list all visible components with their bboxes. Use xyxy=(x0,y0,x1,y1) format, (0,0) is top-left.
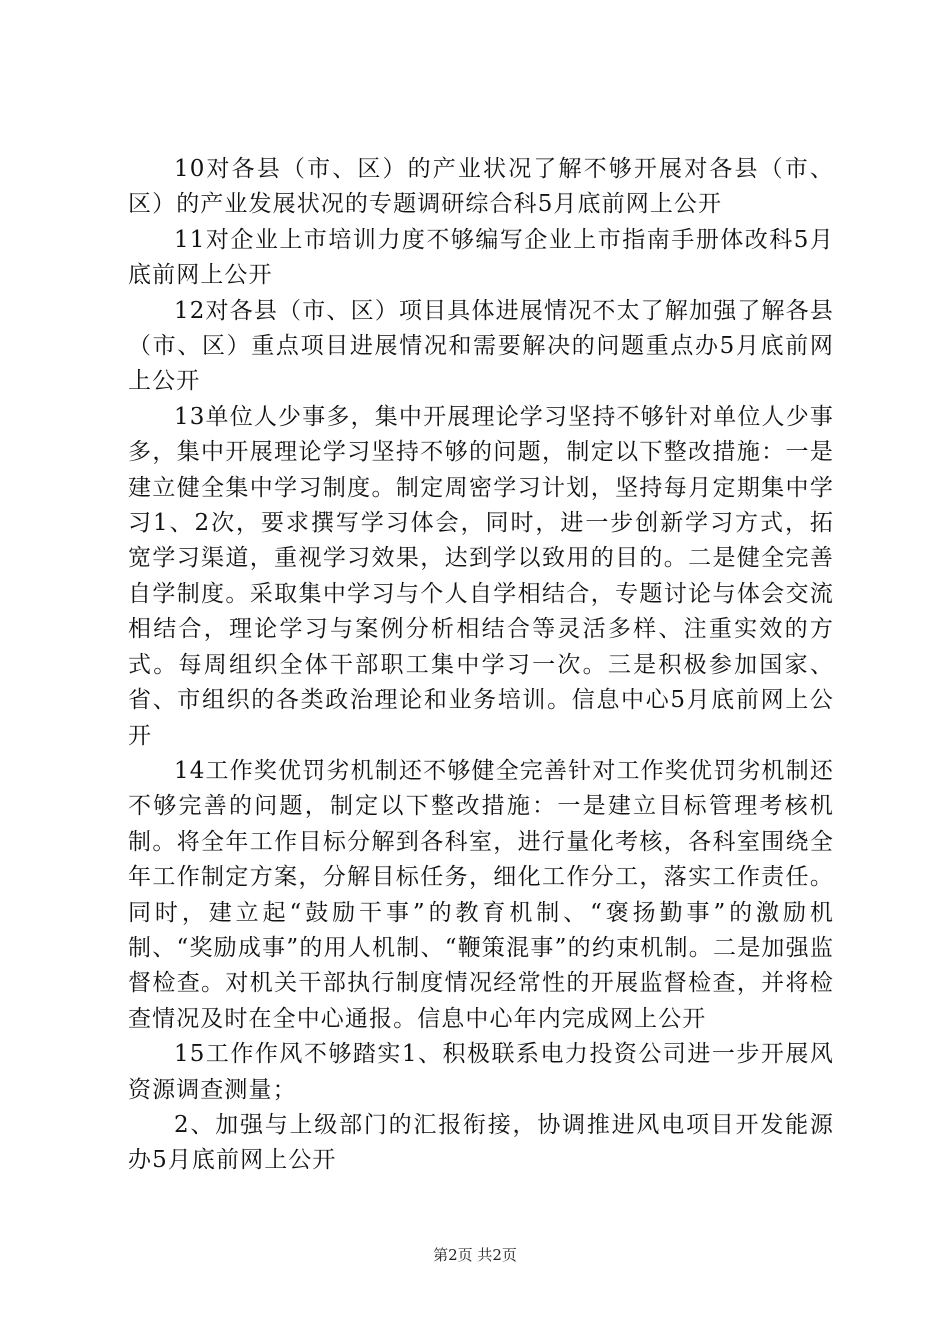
paragraph-13: 13单位人少事多，集中开展理论学习坚持不够针对单位人少事多，集中开展理论学习坚持不够的问题，制定以下整改措施：一是建立健全集中学习制度。制定周密学习计划，坚持每月定期集中学习1、2次，要求撰写学习体会，同时，进一步创新学习方式，拓宽学习渠道，重视学习效果，达到学以致用的目的。二是健全完善自学制度。采取集中学习与个人自学相结合，专题讨论与体会交流相结合，理论学习与案例分析相结合等灵活多样、注重实效的方式。每周组织全体干部职工集中学习一次。三是积极参加国家、省、市组织的各类政治理论和业务培训。信息中心5月底前网上公开 xyxy=(128,403,834,749)
paragraph-14: 14工作奖优罚劣机制还不够健全完善针对工作奖优罚劣机制还不够完善的问题，制定以下整改措施：一是建立目标管理考核机制。将全年工作目标分解到各科室，进行量化考核，各科室围绕全年工作制定方案，分解目标任务，细化工作分工，落实工作责任。同时，建立起“鼓励干事”的教育机制、“褒扬勤事”的激励机制、“奖励成事”的用人机制、“鞭策混事”的约束机制。二是加强监督检查。对机关干部执行制度情况经常性的开展监督检查，并将检查情况及时在全中心通报。信息中心年内完成网上公开 xyxy=(128,757,834,1032)
paragraph-15-item-2: 2、加强与上级部门的汇报衔接，协调推进风电项目开发能源办5月底前网上公开 xyxy=(128,1111,834,1174)
paragraph-11: 11对企业上市培训力度不够编写企业上市指南手册体改科5月底前网上公开 xyxy=(128,226,834,289)
paragraph-15: 15工作作风不够踏实1、积极联系电力投资公司进一步开展风资源调查测量； xyxy=(128,1041,834,1103)
paragraph-10: 10对各县（市、区）的产业状况了解不够开展对各县（市、区）的产业发展状况的专题调研综合科5月底前网上公开 xyxy=(128,156,834,218)
paragraph-12: 12对各县（市、区）项目具体进展情况不太了解加强了解各县（市、区）重点项目进展情况和需要解决的问题重点办5月底前网上公开 xyxy=(128,297,834,395)
page-number-footer: 第2页 共2页 xyxy=(433,1246,517,1264)
document-body xyxy=(128,152,834,1179)
